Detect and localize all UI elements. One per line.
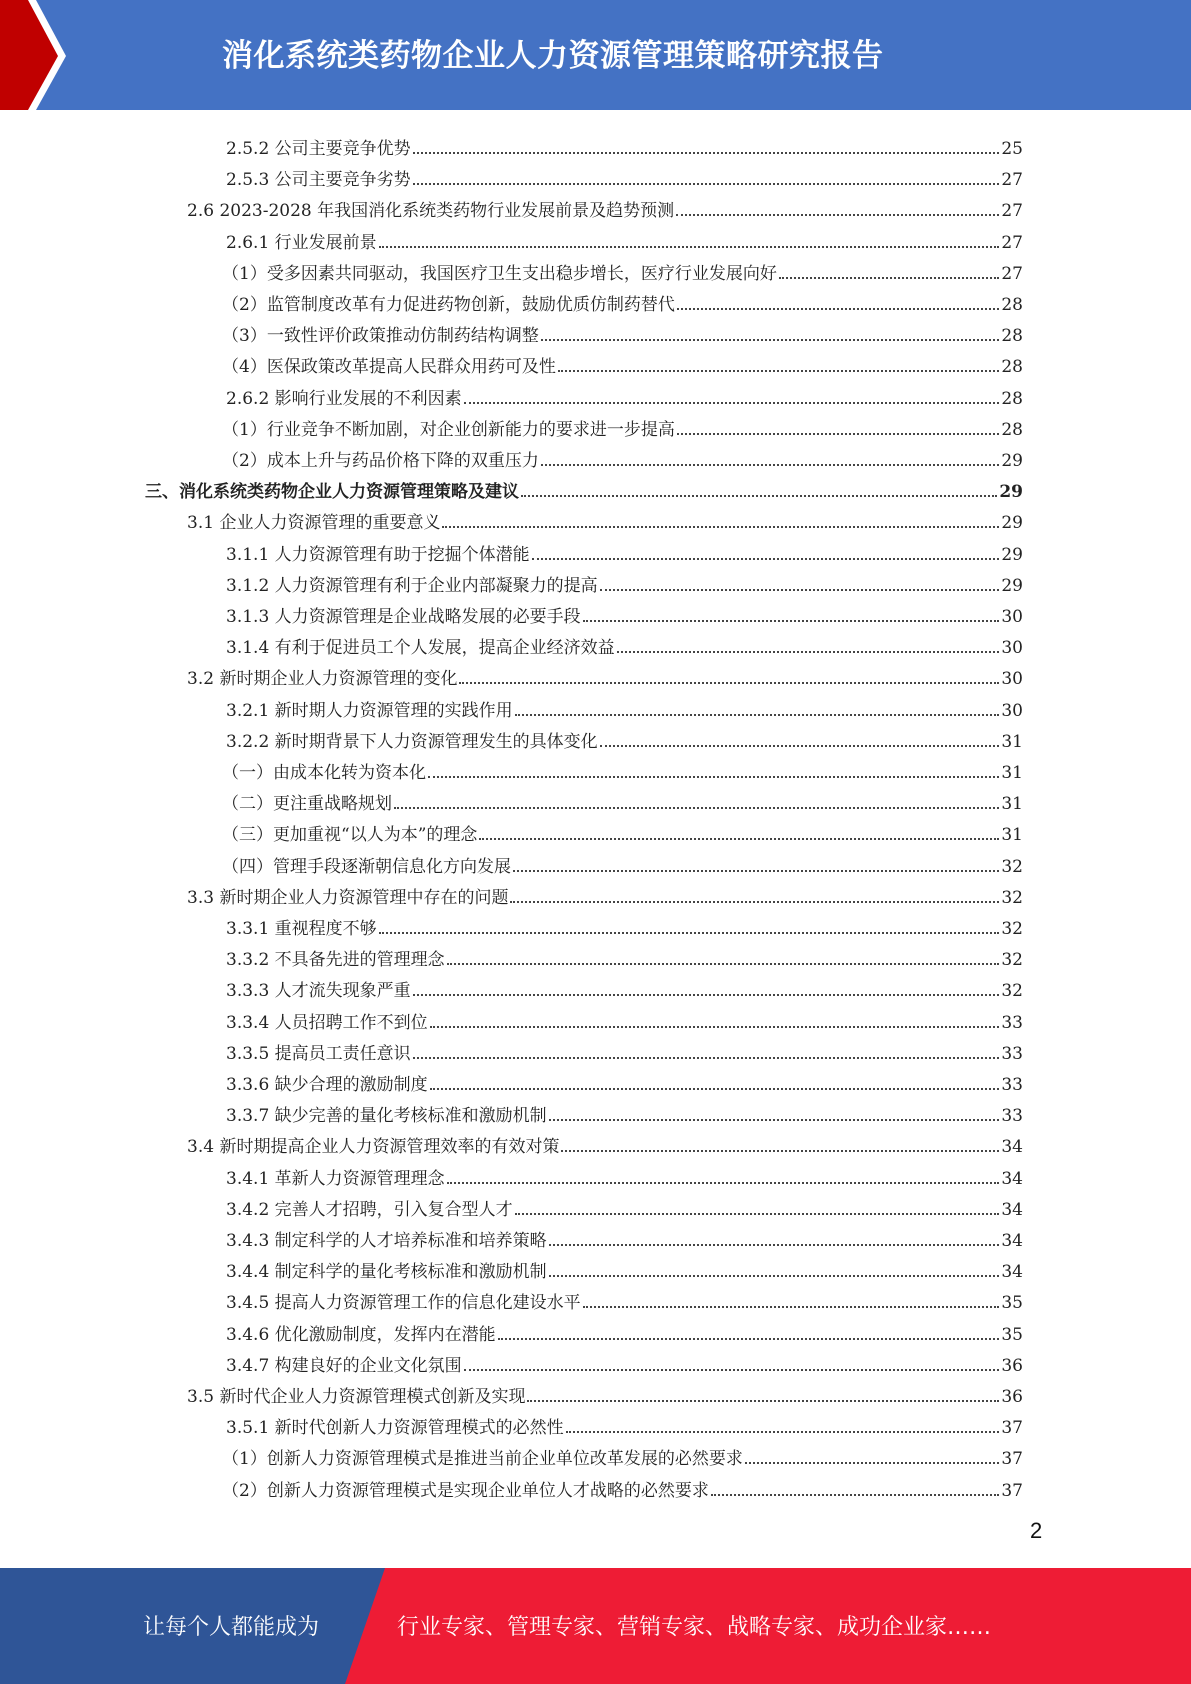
toc-entry[interactable] <box>222 1438 1023 1469</box>
toc-entry[interactable] <box>226 1407 1023 1438</box>
toc-entry-page: 28 <box>1001 388 1023 409</box>
toc-dot-leader <box>515 714 1000 716</box>
toc-entry-page: 27 <box>1001 201 1023 222</box>
toc-entry-title: 3.3.4 人员招聘工作不到位 <box>226 1012 428 1033</box>
toc-entry[interactable] <box>187 877 1023 908</box>
toc-entry[interactable] <box>226 1158 1023 1189</box>
toc-entry-title: 3.3.7 缺少完善的量化考核标准和激励机制 <box>226 1106 547 1127</box>
toc-entry-page: 32 <box>1001 887 1023 908</box>
toc-entry[interactable] <box>226 721 1023 752</box>
toc-dot-leader <box>413 994 1000 996</box>
toc-entry-title: 3.3.6 缺少合理的激励制度 <box>226 1075 428 1095</box>
toc-dot-leader <box>464 1369 1000 1371</box>
toc-entry[interactable] <box>226 1220 1023 1251</box>
toc-entry-title: 3.1.3 人力资源管理是企业战略发展的必要手段 <box>226 607 581 627</box>
toc-dot-leader <box>561 1150 999 1152</box>
toc-entry-title: 三、消化系统类药物企业人力资源管理策略及建议 <box>145 482 519 503</box>
toc-entry-page: 37 <box>1001 1418 1023 1439</box>
toc-entry[interactable] <box>226 939 1023 970</box>
toc-dot-leader <box>541 339 1000 341</box>
toc-entry-title: 3.4.4 制定科学的量化考核标准和激励机制 <box>226 1262 547 1283</box>
toc-entry[interactable] <box>226 908 1023 939</box>
toc-entry-title: 3.3.5 提高员工责任意识 <box>226 1043 411 1064</box>
toc-dot-leader <box>464 402 1000 404</box>
toc-entry-title: 3.4.1 革新人力资源管理理念 <box>226 1168 445 1189</box>
toc-entry[interactable] <box>222 846 1023 877</box>
toc-dot-leader <box>677 433 1000 435</box>
toc-entry-page: 29 <box>1001 451 1023 471</box>
toc-dot-leader <box>379 246 1000 248</box>
toc-entry-title: 3.4.5 提高人力资源管理工作的信息化建设水平 <box>226 1293 581 1314</box>
toc-entry-title: 3.4.2 完善人才招聘，引入复合型人才 <box>226 1199 513 1220</box>
toc-entry-page: 28 <box>1001 295 1023 315</box>
toc-entry-page: 29 <box>1001 544 1023 565</box>
toc-entry-title: （2）成本上升与药品价格下降的双重压力 <box>222 451 539 471</box>
toc-entry-page: 30 <box>1001 700 1023 721</box>
toc-entry-page: 35 <box>1001 1293 1023 1314</box>
toc-entry[interactable] <box>226 1314 1023 1345</box>
toc-entry[interactable] <box>226 690 1023 721</box>
toc-entry-page: 25 <box>1001 139 1023 159</box>
toc-dot-leader <box>779 277 1000 279</box>
toc-entry-page: 32 <box>1001 981 1023 1002</box>
toc-entry-title: 3.5.1 新时代创新人力资源管理模式的必然性 <box>226 1418 564 1439</box>
toc-entry[interactable] <box>222 1470 1023 1501</box>
toc-dot-leader <box>711 1494 1000 1496</box>
toc-entry-title: 3.1.4 有利于促进员工个人发展，提高企业经济效益 <box>226 638 615 659</box>
toc-entry-page: 27 <box>1001 170 1023 191</box>
toc-entry[interactable] <box>226 1251 1023 1282</box>
toc-entry-page: 35 <box>1001 1324 1023 1345</box>
toc-dot-leader <box>566 1431 1000 1433</box>
toc-entry-page: 29 <box>1001 575 1023 596</box>
report-title: 消化系统类药物企业人力资源管理策略研究报告 <box>222 38 884 74</box>
toc-entry[interactable] <box>187 1126 1023 1157</box>
toc-entry[interactable] <box>222 284 1023 315</box>
toc-dot-leader <box>510 901 999 903</box>
toc-dot-leader <box>583 620 1000 622</box>
toc-entry-page: 33 <box>1001 1012 1023 1033</box>
toc-entry-title: 3.4.7 构建良好的企业文化氛围 <box>226 1355 462 1376</box>
toc-entry[interactable] <box>222 409 1023 440</box>
toc-entry[interactable] <box>222 253 1023 284</box>
toc-entry-title: （三）更加重视“以人为本”的理念 <box>222 825 478 846</box>
toc-entry[interactable] <box>226 596 1023 627</box>
toc-dot-leader <box>676 214 999 216</box>
toc-entry-page: 32 <box>1001 950 1023 971</box>
toc-entry-title: （1）行业竞争不断加剧，对企业创新能力的要求进一步提高 <box>222 419 675 440</box>
toc-entry[interactable] <box>226 1002 1023 1033</box>
toc-entry[interactable] <box>226 627 1023 658</box>
toc-entry-page: 34 <box>1001 1262 1023 1283</box>
toc-entry-title: （1）受多因素共同驱动，我国医疗卫生支出稳步增长，医疗行业发展向好 <box>222 263 777 284</box>
toc-dot-leader <box>394 807 999 809</box>
toc-entry[interactable] <box>226 222 1023 253</box>
toc-entry[interactable] <box>222 783 1023 814</box>
toc-dot-leader <box>459 682 999 684</box>
toc-entry[interactable] <box>226 1095 1023 1126</box>
toc-entry-page: 27 <box>1001 263 1023 284</box>
toc-dot-leader <box>515 1213 1000 1215</box>
toc-dot-leader <box>413 183 1000 185</box>
toc-entry[interactable] <box>187 1376 1023 1407</box>
toc-entry-page: 32 <box>1001 919 1023 939</box>
toc-dot-leader <box>379 932 1000 934</box>
toc-dot-leader <box>600 745 1000 747</box>
toc-entry-title: 3.3 新时期企业人力资源管理中存在的问题 <box>187 887 509 908</box>
footer-slogan-right: 行业专家、管理专家、营销专家、战略专家、成功企业家…… <box>397 1615 992 1640</box>
toc-entry[interactable] <box>226 378 1023 409</box>
toc-dot-leader <box>428 776 999 778</box>
toc-dot-leader <box>447 1182 1000 1184</box>
toc-entry-page: 31 <box>1001 825 1023 846</box>
toc-entry-page: 32 <box>1001 856 1023 877</box>
toc-entry-page: 29 <box>1001 513 1023 534</box>
toc-dot-leader <box>617 651 1000 653</box>
toc-entry-title: 3.3.2 不具备先进的管理理念 <box>226 950 445 971</box>
toc-entry[interactable] <box>222 346 1023 377</box>
toc-entry[interactable] <box>145 471 1023 502</box>
toc-entry-page: 28 <box>1001 357 1023 378</box>
toc-entry-page: 37 <box>1001 1480 1023 1501</box>
report-header-banner <box>0 0 1191 110</box>
toc-dot-leader <box>541 464 1000 466</box>
toc-entry-page: 30 <box>1001 607 1023 627</box>
toc-entry-title: 3.2.1 新时期人力资源管理的实践作用 <box>226 700 513 721</box>
toc-entry-page: 29 <box>999 482 1023 503</box>
toc-entry-page: 36 <box>1001 1387 1023 1407</box>
toc-entry-title: （3）一致性评价政策推动仿制药结构调整 <box>222 326 539 347</box>
toc-dot-leader <box>549 1119 1000 1121</box>
toc-dot-leader <box>549 1244 1000 1246</box>
toc-entry[interactable] <box>187 190 1023 221</box>
toc-entry[interactable] <box>187 502 1023 533</box>
toc-entry-page: 30 <box>1001 669 1023 690</box>
toc-entry-page: 34 <box>1001 1231 1023 1251</box>
toc-entry-title: （二）更注重战略规划 <box>222 794 392 815</box>
toc-entry[interactable] <box>226 1282 1023 1313</box>
toc-entry-title: 3.2 新时期企业人力资源管理的变化 <box>187 669 458 690</box>
toc-entry-title: 3.5 新时代企业人力资源管理模式创新及实现 <box>187 1387 526 1407</box>
toc-entry-title: （一）由成本化转为资本化 <box>222 763 426 783</box>
footer-slogan-left: 让每个人都能成为 <box>143 1615 320 1640</box>
toc-entry-page: 33 <box>1001 1075 1023 1095</box>
toc-dot-leader <box>532 558 1000 560</box>
toc-entry-title: 3.1 企业人力资源管理的重要意义 <box>187 513 441 534</box>
toc-entry-page: 30 <box>1001 638 1023 659</box>
toc-entry[interactable] <box>226 970 1023 1001</box>
toc-entry[interactable] <box>226 565 1023 596</box>
toc-dot-leader <box>558 370 1000 372</box>
toc-entry-title: 2.5.2 公司主要竞争优势 <box>226 139 411 159</box>
toc-entry[interactable] <box>226 1189 1023 1220</box>
toc-dot-leader <box>527 1400 999 1402</box>
footer-banner <box>0 1568 1191 1684</box>
toc-entry[interactable] <box>222 440 1023 471</box>
toc-entry-title: 3.2.2 新时期背景下人力资源管理发生的具体变化 <box>226 731 598 752</box>
toc-entry-title: （1）创新人力资源管理模式是推进当前企业单位改革发展的必然要求 <box>222 1449 743 1470</box>
toc-entry-page: 34 <box>1001 1137 1023 1158</box>
toc-entry-page: 27 <box>1001 232 1023 253</box>
toc-dot-leader <box>442 526 999 528</box>
toc-entry-title: （四）管理手段逐渐朝信息化方向发展 <box>222 856 511 877</box>
toc-entry-title: 3.3.3 人才流失现象严重 <box>226 981 411 1002</box>
toc-entry-title: 3.1.2 人力资源管理有利于企业内部凝聚力的提高 <box>226 575 598 596</box>
toc-entry-title: 2.6.1 行业发展前景 <box>226 232 377 253</box>
toc-entry[interactable] <box>226 128 1023 159</box>
toc-entry-page: 36 <box>1001 1355 1023 1376</box>
page-number: 2 <box>1030 1518 1043 1543</box>
toc-entry-page: 37 <box>1001 1449 1023 1470</box>
toc-entry-page: 31 <box>1001 763 1023 783</box>
toc-entry[interactable] <box>226 1345 1023 1376</box>
toc-entry-title: （4）医保政策改革提高人民群众用药可及性 <box>222 357 556 378</box>
toc-entry-title: 2.5.3 公司主要竞争劣势 <box>226 170 411 191</box>
toc-entry-page: 31 <box>1001 794 1023 815</box>
toc-dot-leader <box>413 1057 1000 1059</box>
toc-entry-page: 34 <box>1001 1199 1023 1220</box>
toc-dot-leader <box>745 1462 1000 1464</box>
toc-entry-title: （2）监管制度改革有力促进药物创新，鼓励优质仿制药替代 <box>222 295 675 315</box>
toc-entry-page: 34 <box>1001 1168 1023 1189</box>
toc-entry-page: 33 <box>1001 1106 1023 1127</box>
toc-dot-leader <box>549 1275 1000 1277</box>
toc-entry-title: 3.4.3 制定科学的人才培养标准和培养策略 <box>226 1231 547 1251</box>
toc-dot-leader <box>430 1026 1000 1028</box>
toc-dot-leader <box>430 1088 1000 1090</box>
toc-entry[interactable] <box>222 814 1023 845</box>
toc-entry[interactable] <box>226 1064 1023 1095</box>
toc-entry[interactable] <box>226 534 1023 565</box>
toc-entry[interactable] <box>187 658 1023 689</box>
toc-dot-leader <box>521 495 997 497</box>
toc-entry-title: 3.3.1 重视程度不够 <box>226 919 377 939</box>
toc-entry-page: 33 <box>1001 1043 1023 1064</box>
toc-entry-title: 2.6 2023-2028 年我国消化系统类药物行业发展前景及趋势预测 <box>187 201 675 222</box>
toc-entry-page: 31 <box>1001 731 1023 752</box>
toc-entry-title: 3.4 新时期提高企业人力资源管理效率的有效对策 <box>187 1137 560 1158</box>
toc-dot-leader <box>413 152 1000 154</box>
toc-entry[interactable] <box>226 159 1023 190</box>
toc-dot-leader <box>600 589 1000 591</box>
toc-dot-leader <box>498 1338 1000 1340</box>
toc-entry-title: （2）创新人力资源管理模式是实现企业单位人才战略的必然要求 <box>222 1480 709 1501</box>
toc-entry-page: 28 <box>1001 326 1023 347</box>
toc-entry-title: 2.6.2 影响行业发展的不利因素 <box>226 388 462 409</box>
toc-entry-title: 3.4.6 优化激励制度，发挥内在潜能 <box>226 1324 496 1345</box>
toc-entry[interactable] <box>222 315 1023 346</box>
toc-entry[interactable] <box>226 1033 1023 1064</box>
toc-entry-page: 28 <box>1001 419 1023 440</box>
toc-dot-leader <box>677 308 1000 310</box>
toc-entry-title: 3.1.1 人力资源管理有助于挖掘个体潜能 <box>226 544 530 565</box>
toc-entry[interactable] <box>222 752 1023 783</box>
toc-dot-leader <box>513 870 999 872</box>
toc-dot-leader <box>583 1306 1000 1308</box>
toc-dot-leader <box>447 963 1000 965</box>
toc-dot-leader <box>479 838 999 840</box>
